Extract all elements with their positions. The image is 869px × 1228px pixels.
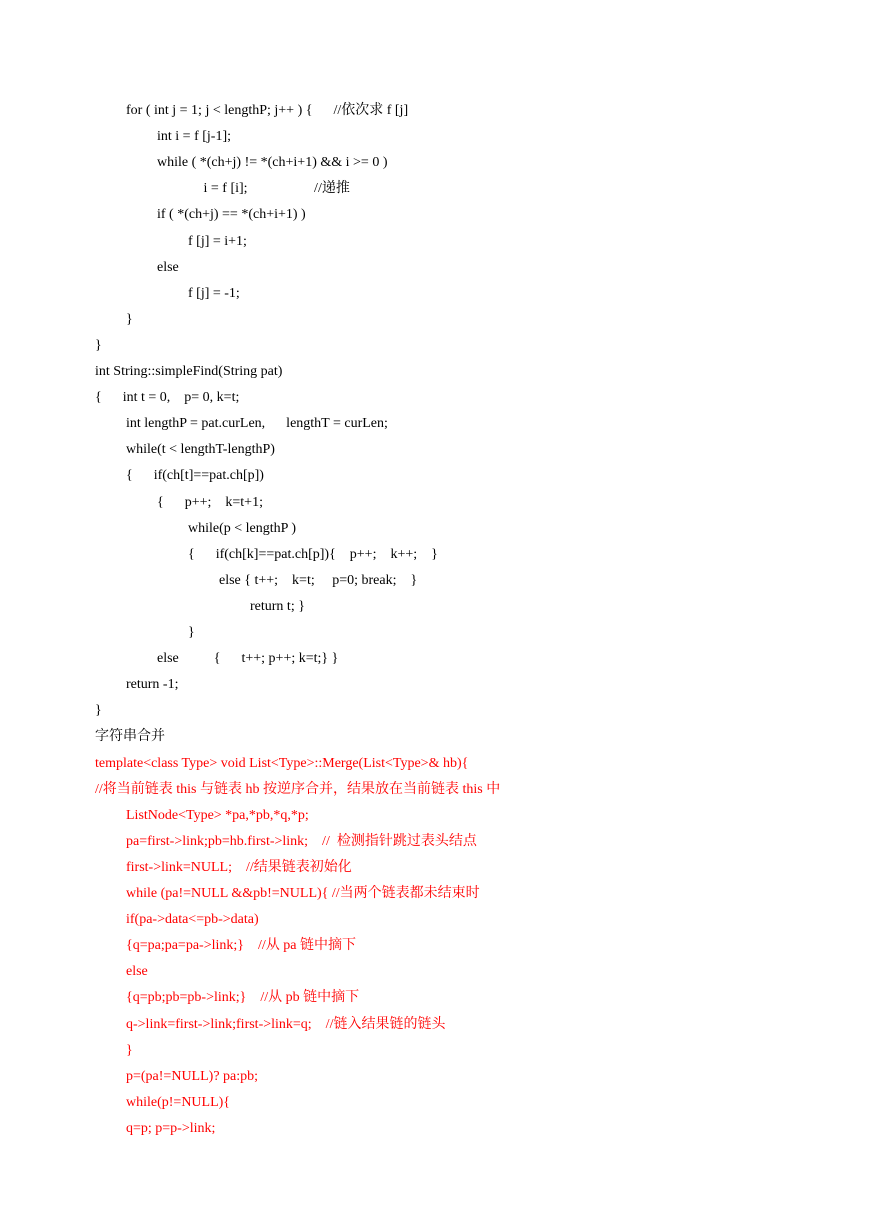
code-line: } bbox=[126, 1042, 133, 1058]
code-line: else { t++; k=t; p=0; break; } bbox=[219, 572, 418, 588]
code-line: } bbox=[188, 625, 195, 640]
code-line: for ( int j = 1; j < lengthP; j++ ) { //依次求 f [j] bbox=[126, 103, 409, 118]
code-line: int i = f [j-1]; bbox=[157, 129, 231, 145]
code-line: q->link=first->link;first->link=q; //链入结果链的链头 bbox=[126, 1016, 446, 1032]
code-line: while(p!=NULL){ bbox=[126, 1094, 231, 1110]
code-line: } bbox=[95, 337, 102, 353]
code-line: return t; } bbox=[250, 598, 305, 614]
code-line: while (pa!=NULL &&pb!=NULL){ //当两个链表都未结束时 bbox=[126, 886, 480, 901]
code-line: { int t = 0, p= 0, k=t; bbox=[95, 390, 240, 406]
code-line: if(pa->data<=pb->data) bbox=[126, 912, 259, 928]
code-line: q=p; p=p->link; bbox=[126, 1120, 216, 1136]
code-line: {q=pb;pb=pb->link;} //从 pb 链中摘下 bbox=[126, 990, 360, 1006]
code-line: { if(ch[k]==pat.ch[p]){ p++; k++; } bbox=[188, 546, 438, 562]
code-line: { p++; k=t+1; bbox=[157, 494, 263, 510]
code-line: else { t++; p++; k=t;} } bbox=[157, 651, 339, 667]
code-line: i = f [i]; //递推 bbox=[203, 181, 350, 197]
code-line: } bbox=[126, 311, 133, 327]
code-line: while(t < lengthT-lengthP) bbox=[126, 442, 275, 458]
code-line: first->link=NULL; //结果链表初始化 bbox=[126, 859, 352, 875]
code-line: ListNode<Type> *pa,*pb,*q,*p; bbox=[126, 807, 309, 823]
code-line: 字符串合并 bbox=[95, 729, 165, 745]
code-line: else bbox=[126, 964, 148, 980]
code-line: pa=first->link;pb=hb.first->link; // 检测指针跳过表头结点 bbox=[126, 833, 477, 849]
code-line: f [j] = i+1; bbox=[188, 233, 247, 249]
code-line: f [j] = -1; bbox=[188, 285, 240, 301]
code-line: p=(pa!=NULL)? pa:pb; bbox=[126, 1068, 259, 1084]
code-line: return -1; bbox=[126, 677, 179, 693]
code-line: } bbox=[95, 703, 102, 719]
code-line: template<class Type> void List<Type>::Merge(List<Type>& hb){ bbox=[95, 755, 469, 771]
code-line: { if(ch[t]==pat.ch[p]) bbox=[126, 468, 264, 484]
code-line: while ( *(ch+j) != *(ch+i+1) && i >= 0 ) bbox=[157, 155, 388, 171]
code-line: if ( *(ch+j) == *(ch+i+1) ) bbox=[157, 207, 306, 223]
code-line: else bbox=[157, 259, 179, 275]
code-line: //将当前链表 this 与链表 hb 按逆序合并，结果放在当前链表 this 中 bbox=[95, 781, 501, 797]
code-line: int lengthP = pat.curLen, lengthT = curLen; bbox=[126, 416, 388, 432]
code-line: int String::simpleFind(String pat) bbox=[95, 364, 283, 379]
code-line: {q=pa;pa=pa->link;} //从 pa 链中摘下 bbox=[126, 938, 356, 954]
code-line: while(p < lengthP ) bbox=[188, 520, 297, 536]
